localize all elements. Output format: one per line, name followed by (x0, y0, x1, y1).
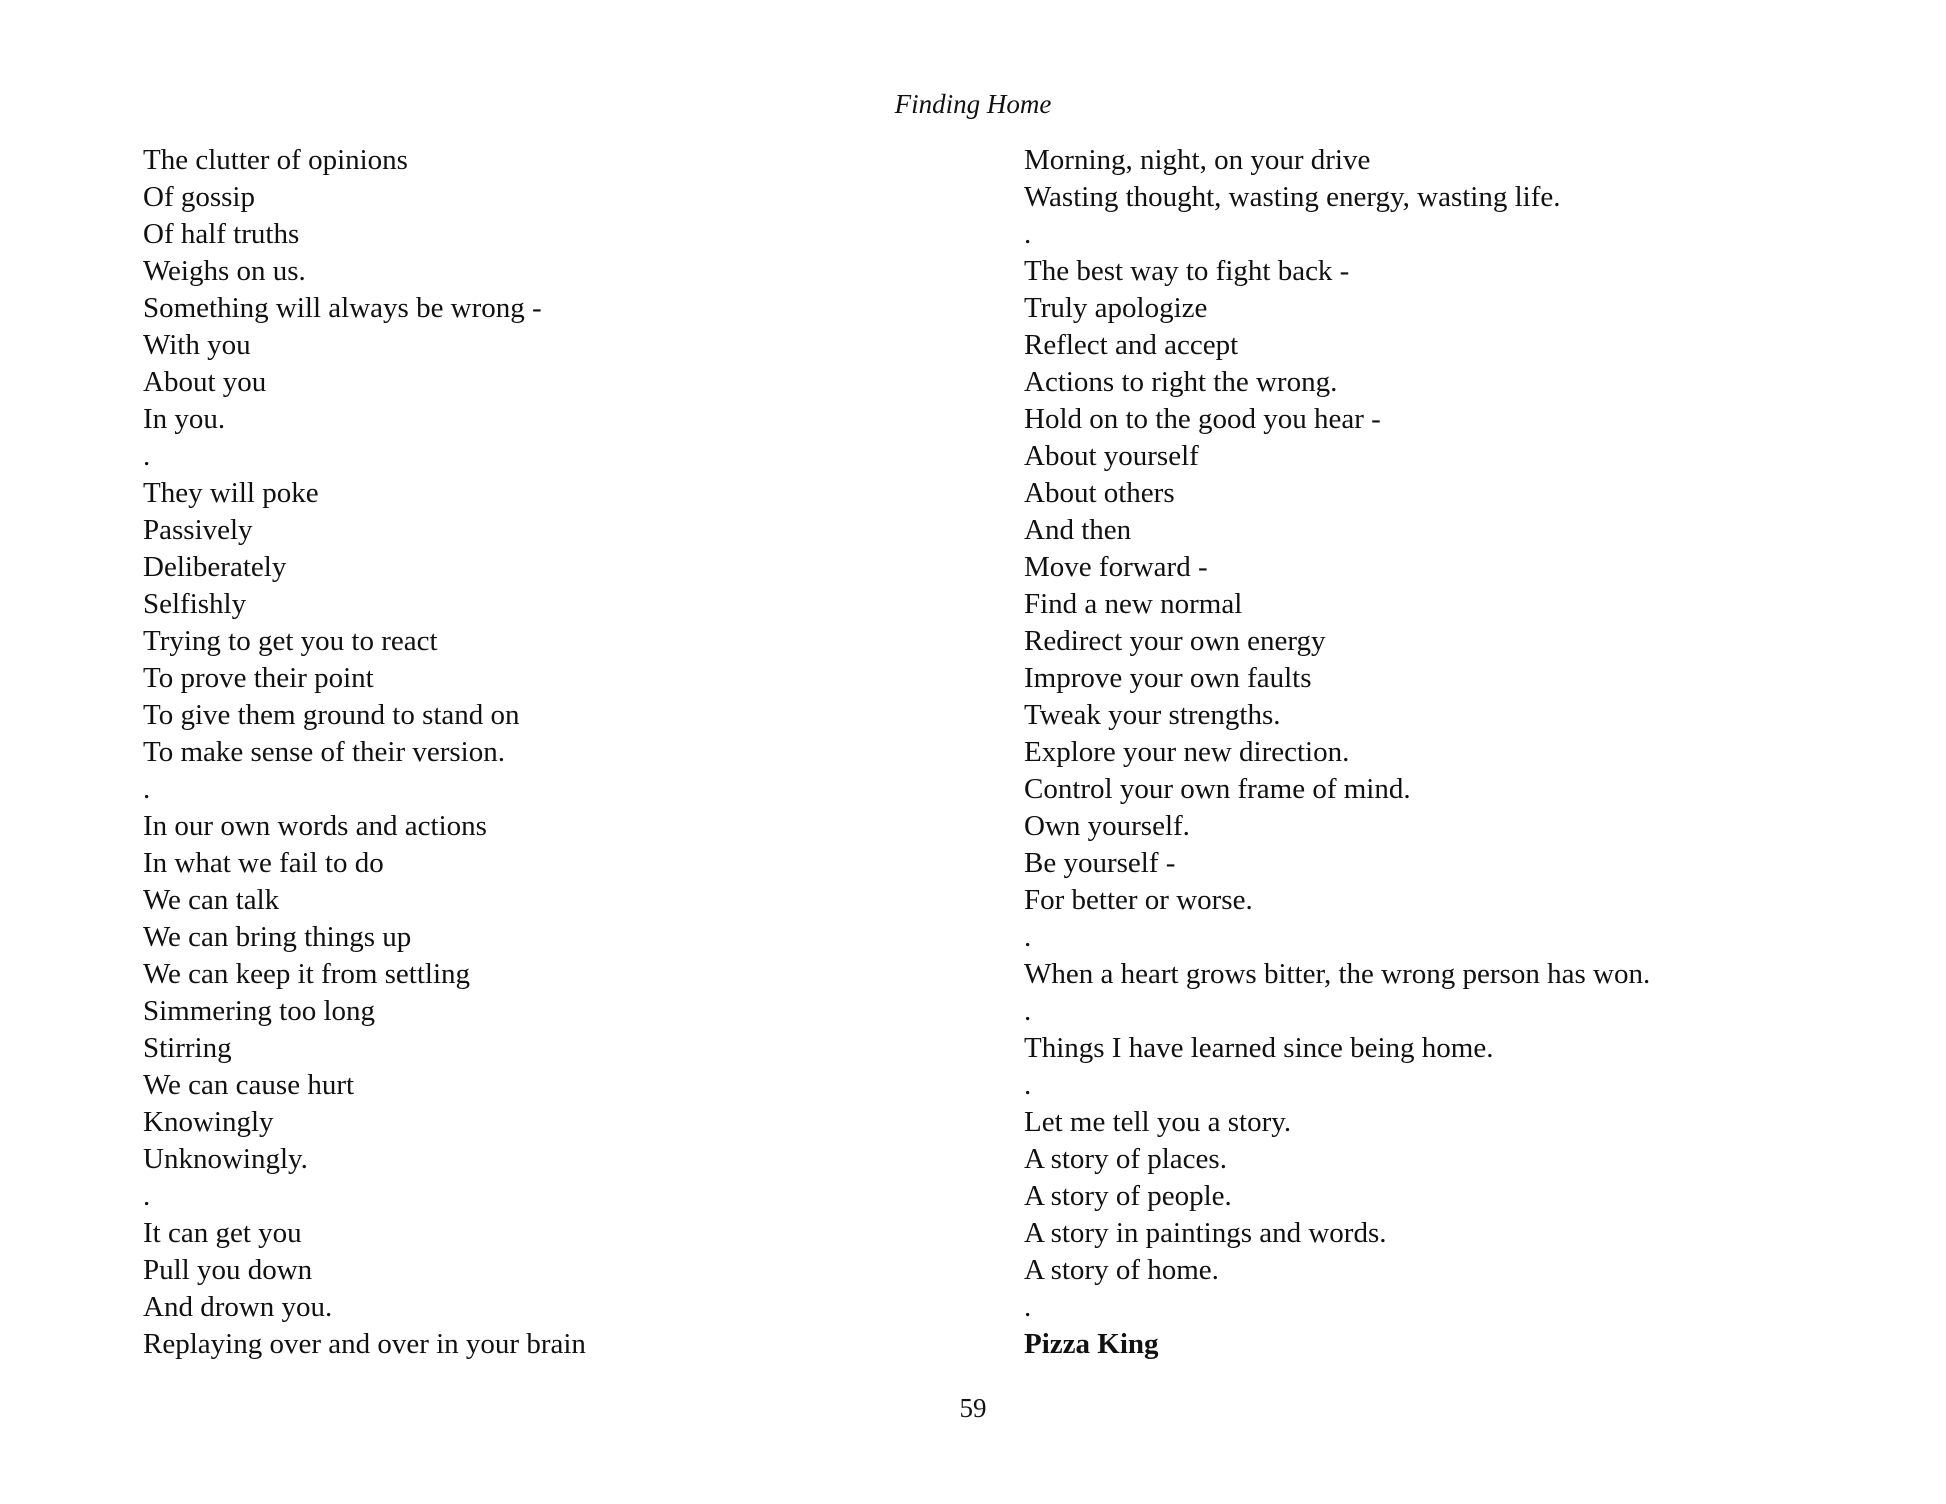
poem-line: A story in paintings and words. (1024, 1217, 1387, 1249)
poem-line: Something will always be wrong - (143, 292, 542, 324)
poem-line: With you (143, 329, 251, 361)
poem-line: The clutter of opinions (143, 144, 408, 176)
poem-line: Let me tell you a story. (1024, 1106, 1292, 1138)
poem-line: Replaying over and over in your brain (143, 1328, 586, 1360)
poem-line: Deliberately (143, 551, 287, 583)
poem-line: Find a new normal (1024, 588, 1243, 620)
poem-line: It can get you (143, 1217, 302, 1249)
poem-line: Wasting thought, wasting energy, wasting life. (1024, 181, 1561, 213)
poem-line: About you (143, 366, 267, 398)
poem-line: Redirect your own energy (1024, 625, 1326, 657)
poem-line: Control your own frame of mind. (1024, 773, 1411, 805)
poem-line: Things I have learned since being home. (1024, 1032, 1494, 1064)
poem-line: Explore your new direction. (1024, 736, 1350, 768)
poem-line: They will poke (143, 477, 319, 509)
stanza-separator: . (143, 440, 151, 472)
poem-line: Of half truths (143, 218, 300, 250)
poem-line: A story of places. (1024, 1143, 1227, 1175)
stanza-separator: . (1024, 1291, 1032, 1323)
poem-line: Be yourself - (1024, 847, 1176, 879)
stanza-separator: . (1024, 218, 1032, 250)
poem-line: Reflect and accept (1024, 329, 1239, 361)
poem-line: For better or worse. (1024, 884, 1253, 916)
poem-line: Selfishly (143, 588, 247, 620)
page-number: 59 (959, 1393, 987, 1423)
poem-column-left (143, 142, 1003, 1363)
poem-line: And drown you. (143, 1291, 333, 1323)
stanza-separator: . (1024, 921, 1032, 953)
poem-line: To give them ground to stand on (143, 699, 520, 731)
poem-line: Pull you down (143, 1254, 313, 1286)
poem-line: In you. (143, 403, 226, 435)
poem-line: Hold on to the good you hear - (1024, 403, 1381, 435)
poem-line: Unknowingly. (143, 1143, 308, 1175)
poem-line: We can talk (143, 884, 280, 916)
poem-line: Morning, night, on your drive (1024, 144, 1371, 176)
stanza-separator: . (143, 1180, 151, 1212)
poem-line: Own yourself. (1024, 810, 1190, 842)
stanza-separator: . (1024, 1069, 1032, 1101)
stanza-separator: . (143, 773, 151, 805)
poem-line: We can keep it from settling (143, 958, 471, 990)
poem-line: And then (1024, 514, 1132, 546)
poem-line: Move forward - (1024, 551, 1208, 583)
poem-line: Tweak your strengths. (1024, 699, 1281, 731)
poem-line: Actions to right the wrong. (1024, 366, 1338, 398)
poem-line: In our own words and actions (143, 810, 487, 842)
poem-line: In what we fail to do (143, 847, 384, 879)
poem-column-right (1024, 142, 1904, 1363)
poem-line: Improve your own faults (1024, 662, 1312, 694)
poem-line: About others (1024, 477, 1175, 509)
section-title: Pizza King (1024, 1328, 1159, 1360)
poem-line: Simmering too long (143, 995, 375, 1027)
poem-line: Passively (143, 514, 253, 546)
poem-line: The best way to fight back - (1024, 255, 1350, 287)
poem-line: To prove their point (143, 662, 374, 694)
stanza-separator: . (1024, 995, 1032, 1027)
poem-line: Knowingly (143, 1106, 274, 1138)
poem-line: We can cause hurt (143, 1069, 355, 1101)
poem-line: When a heart grows bitter, the wrong person has won. (1024, 958, 1651, 990)
poem-line: Trying to get you to react (143, 625, 438, 657)
poem-line: About yourself (1024, 440, 1199, 472)
poem-line: Stirring (143, 1032, 232, 1064)
poem-line: Weighs on us. (143, 255, 306, 287)
poem-line: A story of people. (1024, 1180, 1232, 1212)
poem-line: To make sense of their version. (143, 736, 505, 768)
running-header: Finding Home (894, 89, 1052, 119)
poem-line: A story of home. (1024, 1254, 1219, 1286)
poem-line: Of gossip (143, 181, 255, 213)
poem-line: We can bring things up (143, 921, 412, 953)
poem-line: Truly apologize (1024, 292, 1208, 324)
